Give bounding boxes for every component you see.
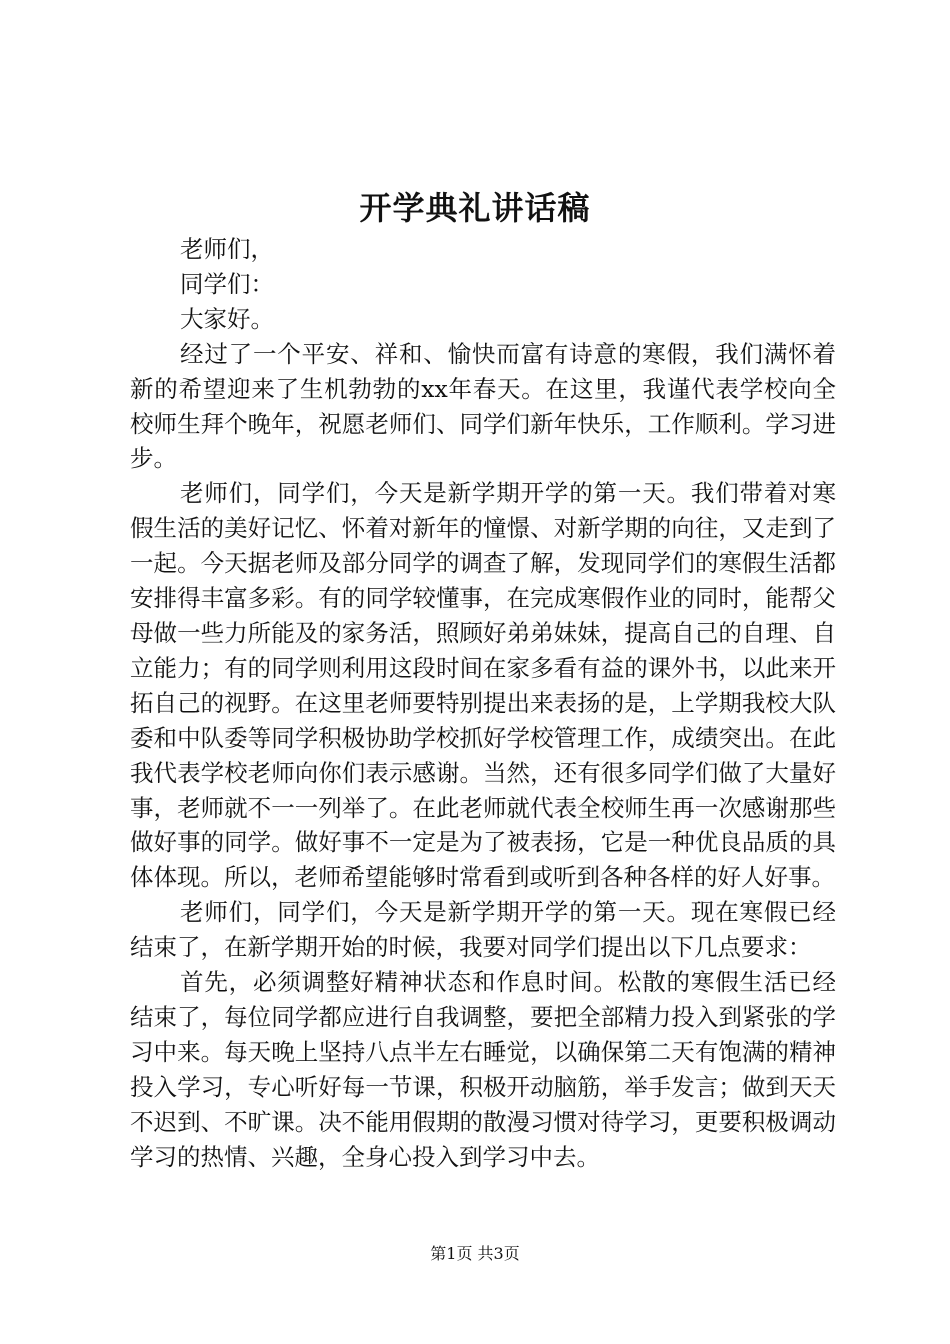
document-body [130,232,836,1174]
greeting-students: 同学们： [180,269,274,298]
paragraph-first-requirement: 首先，必须调整好精神状态和作息时间。松散的寒假生活已经结束了，每位同学都应进行自我调整，要把全部精力投入到紧张的学习中来。每天晚上坚持八点半左右睡觉，以确保第二天有饱满的精神投入学习，专心听好每一节课，积极开动脑筋，举手发言；做到天天不迟到、不旷课。决不能用假期的散漫习惯对待学习，更要积极调动学习的热情、兴趣，全身心投入到学习中去。 [130,968,836,1171]
paragraph-new-year: 经过了一个平安、祥和、愉快而富有诗意的寒假，我们满怀着新的希望迎来了生机勃勃的xx年春天。在这里，我谨代表学校向全校师生拜个晚年，祝愿老师们、同学们新年快乐，工作顺利。学习进步。 [130,339,836,473]
paragraph-winter-vacation: 老师们，同学们，今天是新学期开学的第一天。我们带着对寒假生活的美好记忆、怀着对新年的憧憬、对新学期的向往，又走到了一起。今天据老师及部分同学的调查了解，发现同学们的寒假生活都安排得丰富多彩。有的同学较懂事，在完成寒假作业的同时，能帮父母做一些力所能及的家务活，照顾好弟弟妹妹，提高自己的自理、自立能力；有的同学则利用这段时间在家多看有益的课外书，以此来开拓自己的视野。在这里老师要特别提出来表扬的是，上学期我校大队委和中队委等同学积极协助学校抓好学校管理工作，成绩突出。在此我代表学校老师向你们表示感谢。当然，还有很多同学们做了大量好事，老师就不一一列举了。在此老师就代表全校师生再一次感谢那些做好事的同学。做好事不一定是为了被表扬，它是一种优良品质的具体体现。所以，老师希望能够时常看到或听到各种各样的好人好事。 [130,479,836,892]
paragraph-requirements-intro: 老师们，同学们，今天是新学期开学的第一天。现在寒假已经结束了，在新学期开始的时候，我要对同学们提出以下几点要求： [130,898,836,962]
greeting-teachers: 老师们， [180,235,274,263]
greeting-everyone: 大家好。 [180,304,274,333]
document-title: 开学典礼讲话稿 [359,189,591,227]
page-number-footer: 第1页 共3页 [430,1244,520,1263]
